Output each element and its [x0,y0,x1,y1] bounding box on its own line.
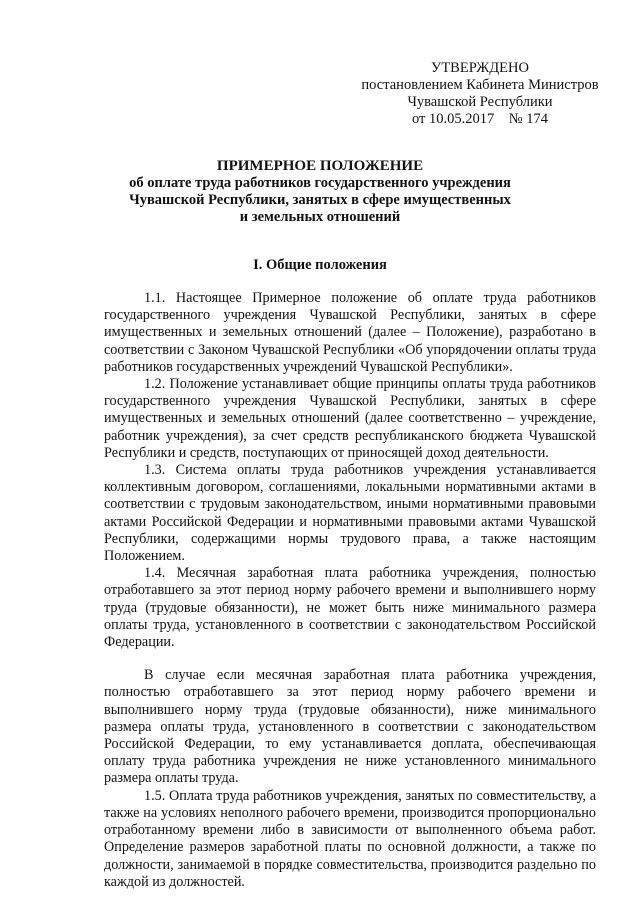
paragraph-1-4: 1.4. Месячная заработная плата работника учреждения, полностью отработавшего за этот период норму рабочего времени и выполнившего норму труда (трудовые обязанности), не может быть ниже минимального размера оплаты труда, установленного в соответствии с законодательством Российской Федерации. [104,565,596,651]
document-subtitle-line-1: об оплате труда работников государственного учреждения [129,175,511,191]
document-title [100,158,540,226]
approval-date-number: от 10.05.2017 № 174 [412,111,548,127]
paragraph-1-2: 1.2. Положение устанавливает общие принципы оплаты труда работников государственного учреждения Чувашской Республики, занятых в сфере имущественных и земельных отношений (далее соответственно – учреждение, работник учреждения), за счет средств республиканского бюджета Чувашской Республики и средств, поступающих от приносящей доход деятельности. [104,376,596,461]
approval-issuer: постановлением Кабинета Министров [361,77,599,93]
document-subtitle-line-2: Чувашской Республики, занятых в сфере имущественных [129,192,511,208]
approval-label: УТВЕРЖДЕНО [431,60,529,76]
document-title-main: ПРИМЕРНОЕ ПОЛОЖЕНИЕ [216,158,424,174]
section-heading: I. Общие положения [253,257,387,273]
paragraph-1-1: 1.1. Настоящее Примерное положение об оплате труда работников государственного учреждения Чувашской Республики, занятых в сфере имущественных и земельных отношений (далее – Положение), разработано в соответствии с Законом Чувашской Республики «Об упорядочении оплаты труда работников государственных учреждений Чувашской Республики». [104,290,596,375]
paragraph-1-3: 1.3. Система оплаты труда работников учреждения устанавливается коллективным договором, соглашениями, локальными нормативными актами в соответствии с трудовым законодательством, иными нормативными правовыми актами Российской Федерации и нормативными правовыми актами Чувашской Республики, содержащими нормы трудового права, а также настоящим Положением. [104,462,596,565]
approval-stamp [360,60,600,128]
document-subtitle-line-3: и земельных отношений [239,209,401,225]
approval-republic: Чувашской Республики [407,94,553,110]
document-body [104,290,596,891]
paragraph-1-4-continued: В случае если месячная заработная плата работника учреждения, полностью отработавшего за этот период норму рабочего времени и выполнившего норму труда (трудовые обязанности), ниже минимального размера оплаты труда, установленного в соответствии с законодательством Российской Федерации, то ему устанавливается доплата, обеспечивающая оплату труда работника учреждения не ниже установленного минимального размера оплаты труда. [104,667,596,787]
paragraph-1-5: 1.5. Оплата труда работников учреждения, занятых по совместительству, а также на условиях неполного рабочего времени, производится пропорционально отработанному времени либо в зависимости от выполненного объема работ. Определение размеров заработной платы по основной должности, а также по должности, занимаемой в порядке совместительства, производится раздельно по каждой из должностей. [104,787,596,890]
